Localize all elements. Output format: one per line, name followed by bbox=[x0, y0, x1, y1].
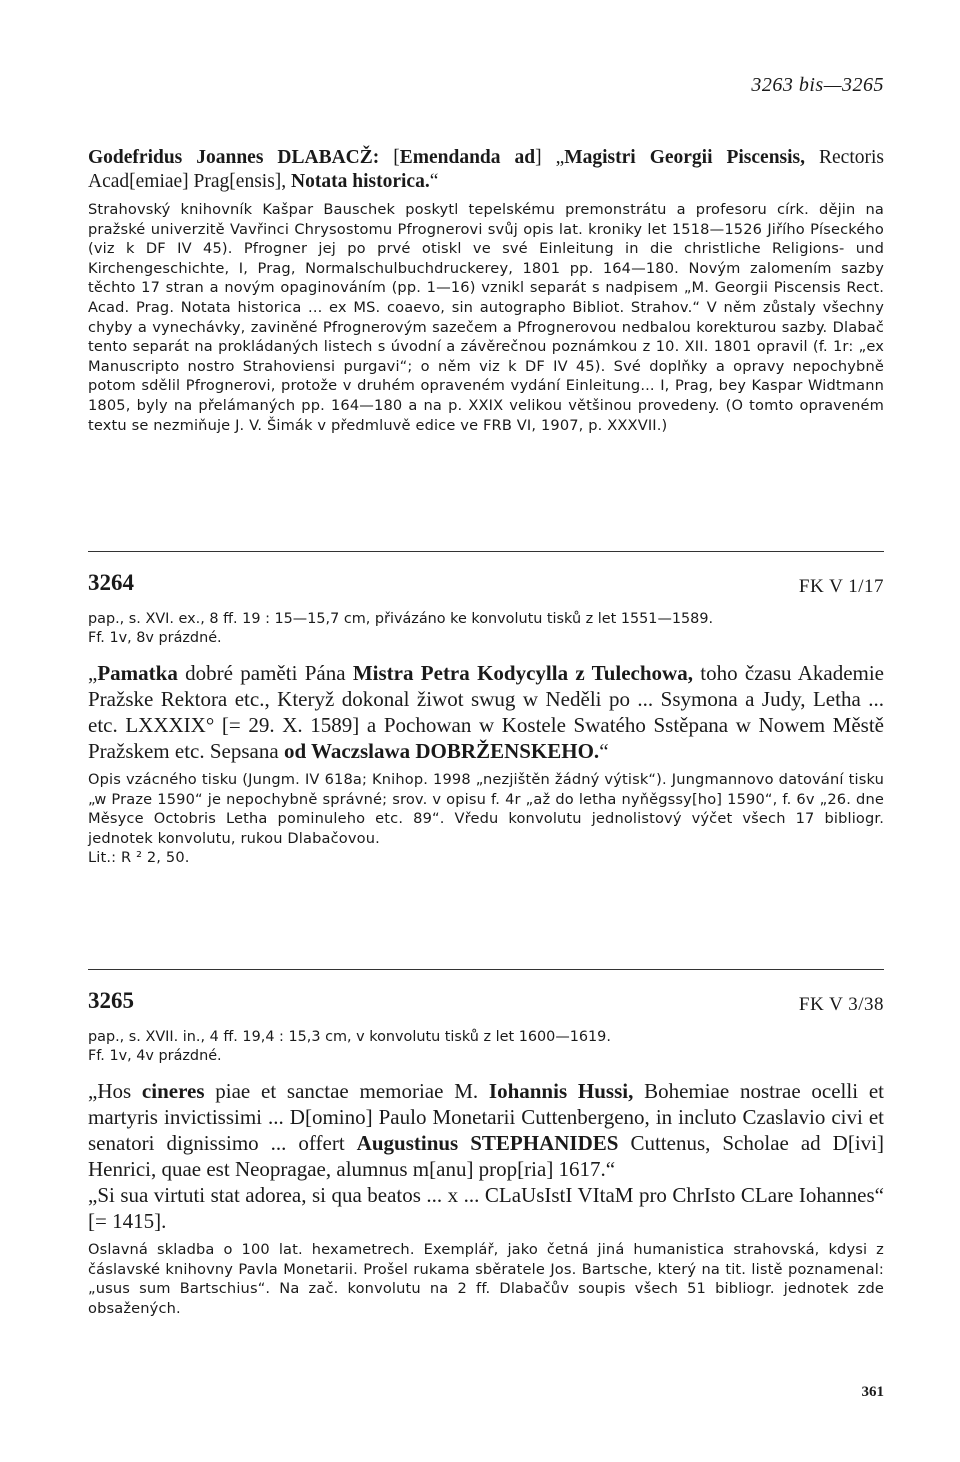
author: Godefridus Joannes DLABACŽ: bbox=[88, 147, 380, 168]
divider bbox=[88, 969, 884, 970]
entry-number: 3265 bbox=[88, 988, 134, 1013]
literature: Lit.: R ² 2, 50. bbox=[88, 849, 190, 867]
physical-description: pap., s. XVI. ex., 8 ff. 19 : 15—15,7 cm, přivázáno ke konvolutu tisků z let 1551—1589. Ff. 1v, 8v prázdné. bbox=[88, 611, 714, 646]
entry-3265 bbox=[88, 988, 884, 1318]
divider bbox=[88, 551, 884, 552]
entry-3264 bbox=[88, 570, 884, 868]
entry-header bbox=[88, 570, 884, 606]
title-quote: „Hos cineres piae et sanctae memoriae M. Iohannis Hussi, Bohemiae nostrae ocelli et martyris invictissimi ... D[omino] Paulo Monetarii Cuttenbergeno, in incluto Czaslavio civi et senatori dignissimo ... offert Augustinus STEPHANIDES Cuttenus, Scholae ad D[ivi] Henrici, quae est Neopragae, alumnus m[anu] prop[ria] 1617.“ bbox=[88, 1079, 884, 1181]
incipit-quote: „Si sua virtuti stat adorea, si qua beatos ... x ... CLaUsIstI VItaM pro ChrIsto CLare Iohannes“ [= 1415]. bbox=[88, 1183, 884, 1233]
entry-note: Opis vzácného tisku (Jungm. IV 618a; Knihop. 1998 „nezjištěn žádný výtisk“). Jungmannovo datování tisku „w Praze 1590“ je nepochybně správné; srov. v opisu f. 4r „až do letha nyňěgssy[ho] 1590“, f. 6v „26. dne Měsyce Octobris Letha pominuleho etc. 89“. Vředu konvolutu jednolistový výčet všech 17 bibliogr. jednotek konvolutu, rukou Dlabačovou. bbox=[88, 771, 884, 847]
running-head: 3263 bis—3265 bbox=[751, 74, 884, 96]
page-number: 361 bbox=[861, 1384, 884, 1400]
entry-note: Strahovský knihovník Kašpar Bauschek poskytl tepelskému premonstrátu a profesoru círk. dějin na pražské univerzitě Vavřinci Chrysostomu Pfrognerovi svůj opis lat. kroniky let 1518—1526 Jiřího Píseckého (viz k DF IV 45). Pfrogner jej po prvé otiskl ve své Einleitung in die christliche Religions- und Kirchengeschichte, I, Prag, Normalschulbuchdruckerey, 1801 pp. 164—180. Novým zalomením sazby těchto 17 stran a novým opaginováním (pp. 1—16) vznikl separát s nadpisem „M. Georgii Piscensis Rect. Acad. Prag. Notata historica ... ex MS. coaevo, sin autographo Bibliot. Strahov.“ V něm zůstaly všechny chyby a vynechávky, zaviněné Pfrognerovým sazečem a Pfrognerovou nedbalou korekturou sazby. Dlabač tento separát na prokládaných listech s úvodní a závěrečnou poznámkou z 10. XII. 1801 opravil (f. 1r: „ex Manuscripto nostro Strahoviensi purgavi“; o něm viz k DF IV 45). Své doplňky a opravy nepochybně potom sdělil Pfrognerovi, protože v druhém opraveném vydání Einleitung... I, Prag, bey Kaspar Widtmann 1805, byly na přelámaných pp. 164—180 a na p. XXIX velikou většinou provedeny. (O tomto opraveném textu se nezmiňuje J. V. Šimák v předmluvě edice ve FRB VI, 1907, p. XXXVII.) bbox=[88, 201, 884, 434]
shelfmark: FK V 1/17 bbox=[798, 576, 884, 597]
entry-number: 3264 bbox=[88, 570, 134, 595]
entry-header bbox=[88, 988, 884, 1024]
entry-note: Oslavná skladba o 100 lat. hexametrech. Exemplář, jako četná jiná humanistica strahovská, kdysi z čáslavské knihovny Pavla Monetarii. Prošel rukama sběratele Jos. Bartsche, který na tit. listě poznamenal: „usus sum Bartschius“. Na zač. konvolutu na 2 ff. Dlabačův soupis všech 51 bibliogr. jednotek zde obsažených. bbox=[88, 1241, 884, 1317]
physical-description: pap., s. XVII. in., 4 ff. 19,4 : 15,3 cm, v konvolutu tisků z let 1600—1619. Ff. 1v, 4v prázdné. bbox=[88, 1029, 611, 1064]
entry-3263bis bbox=[88, 146, 884, 435]
shelfmark: FK V 3/38 bbox=[798, 994, 884, 1015]
entry-title: Godefridus Joannes DLABACŽ: [Emendanda ad] „Magistri Georgii Piscensis, Rectoris Acad[emiae] Prag[ensis], Notata historica.“ bbox=[88, 147, 884, 192]
title-quote: „Pamatka dobré paměti Pána Mistra Petra Kodycylla z Tulechowa, toho čzasu Akademie Pražske Rektora etc., Kteryž dokonal žiwot swug w Neděli po ... Ssymona a Judy, Letha ... etc. LXXXIX° [= 29. X. 1589] a Pochowan w Kostele Swatého Sstěpana w Nowem Městě Pražskem etc. Sepsana od Waczslawa DOBRŽENSKEHO.“ bbox=[88, 661, 885, 763]
